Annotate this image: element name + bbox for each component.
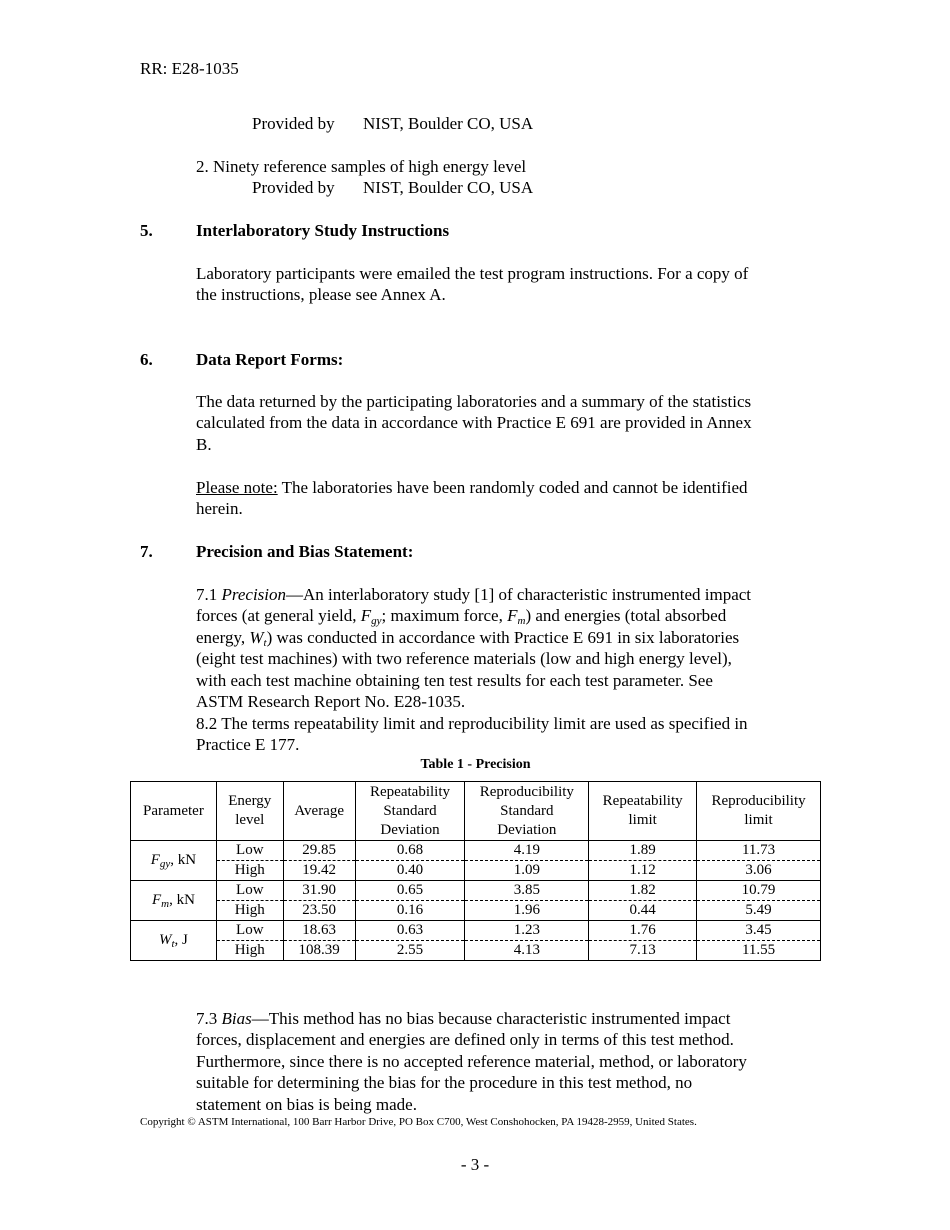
section-6-number: 6.: [140, 350, 153, 369]
table-row: [131, 921, 821, 941]
list-item-2: 2. Ninety reference samples of high energy level: [196, 157, 527, 176]
cell-repro-sd: 1.23: [465, 921, 589, 941]
p71-l3-b: ) was conducted in accordance with Practice E 691 in six laboratories: [266, 628, 740, 647]
cell-rep-lim: 7.13: [589, 941, 697, 961]
section-5-title: Interlaboratory Study Instructions: [196, 221, 450, 240]
p73-line-2: forces, displacement and energies are defined only in terms of this test method.: [196, 1030, 734, 1049]
p71-l3-a: energy,: [196, 628, 250, 647]
subscript-t: t: [263, 637, 267, 649]
header-prsd-3: Deviation: [497, 821, 557, 838]
p71-precision-term: Precision: [221, 585, 287, 604]
param-subscript: m: [161, 898, 170, 910]
symbol-F-2: F: [507, 606, 518, 625]
cell-level: High: [216, 861, 283, 881]
symbol-F: F: [360, 606, 372, 625]
cell-level: High: [216, 901, 283, 921]
cell-repro-sd: 1.09: [465, 861, 589, 881]
p73-line-5: statement on bias is being made.: [196, 1095, 417, 1114]
p73-line-1: [196, 1008, 730, 1030]
cell-level: Low: [216, 881, 283, 901]
cell-repro-sd: 3.85: [465, 881, 589, 901]
cell-repro-lim: 11.73: [697, 841, 821, 861]
precision-table: [130, 781, 821, 961]
cell-rep-sd: 0.63: [355, 921, 465, 941]
header-rsd-3: Deviation: [380, 821, 440, 838]
note-text: The laboratories have been randomly coded and cannot be identified: [277, 478, 748, 497]
header-energy-2: level: [235, 812, 265, 828]
section-5-line-2: the instructions, please see Annex A.: [196, 285, 446, 304]
section-5-line-1: Laboratory participants were emailed the test program instructions. For a copy of: [196, 264, 749, 283]
section-6-note: [196, 477, 748, 499]
p71-line-1: [196, 584, 751, 606]
cell-repro-sd: 4.19: [465, 841, 589, 861]
symbol-W: W: [249, 628, 264, 647]
section-6-note-line-2: herein.: [196, 499, 243, 518]
header-repeatability-limit: [589, 782, 697, 841]
subscript-m: m: [517, 615, 526, 627]
param-unit: , J: [174, 932, 188, 948]
param-unit: , kN: [170, 852, 197, 868]
table-row: [131, 841, 821, 861]
p73-line-1-text: —This method has no bias because characteristic instrumented impact: [251, 1009, 731, 1028]
header-energy-level: [216, 782, 283, 841]
section-7-title: Precision and Bias Statement:: [196, 542, 414, 561]
param-cell-fgy: [131, 841, 217, 881]
cell-repro-lim: 3.45: [697, 921, 821, 941]
cell-average: 19.42: [283, 861, 355, 881]
note-label: Please note:: [196, 478, 278, 497]
table-row: [131, 881, 821, 901]
header-rsd-1: Repeatability: [370, 783, 450, 800]
section-6-title: Data Report Forms:: [196, 350, 344, 369]
table-header-row: [131, 782, 821, 841]
param-symbol: F: [150, 852, 160, 868]
param-cell-fm: [131, 881, 217, 921]
cell-repro-sd: 4.13: [465, 941, 589, 961]
header-repeatability-sd: [355, 782, 465, 841]
p71-line-2: [196, 605, 726, 627]
cell-average: 23.50: [283, 901, 355, 921]
p71-l2-a: forces (at general yield,: [196, 606, 361, 625]
report-id: RR: E28-1035: [140, 59, 239, 78]
param-subscript: gy: [159, 858, 171, 870]
cell-repro-sd: 1.96: [465, 901, 589, 921]
param-cell-wt: [131, 921, 217, 961]
param-subscript: t: [171, 938, 175, 950]
cell-rep-lim: 1.89: [589, 841, 697, 861]
section-5-number: 5.: [140, 221, 153, 240]
cell-rep-lim: 1.12: [589, 861, 697, 881]
cell-rep-sd: 0.65: [355, 881, 465, 901]
provided-by-value-2: NIST, Boulder CO, USA: [363, 178, 534, 197]
header-prsd-2: Standard: [500, 802, 554, 819]
provided-by-label-1: Provided by: [252, 114, 335, 133]
p71-line-6: ASTM Research Report No. E28-1035.: [196, 692, 466, 711]
provided-by-value-1: NIST, Boulder CO, USA: [363, 114, 534, 133]
p71-l2-c: ) and energies (total absorbed: [525, 606, 727, 625]
section-6-line-2: calculated from the data in accordance with Practice E 691 are provided in Annex: [196, 413, 752, 432]
param-symbol: W: [158, 932, 172, 948]
header-rsd-2: Standard: [383, 802, 437, 819]
p71-line-4: (eight test machines) with two reference materials (low and high energy level),: [196, 649, 732, 668]
cell-repro-lim: 3.06: [697, 861, 821, 881]
p71-line-3: [196, 627, 739, 649]
section-6-line-3: B.: [196, 435, 212, 454]
header-rl-2: limit: [628, 812, 657, 828]
table-row: [131, 901, 821, 921]
cell-level: High: [216, 941, 283, 961]
param-unit: , kN: [169, 892, 195, 908]
cell-average: 29.85: [283, 841, 355, 861]
p71-prefix: 7.1: [196, 585, 222, 604]
header-rl-1: Repeatability: [602, 793, 683, 809]
table-row: [131, 861, 821, 881]
provided-by-label-2: Provided by: [252, 178, 335, 197]
p73-prefix: 7.3: [196, 1009, 222, 1028]
copyright: Copyright © ASTM International, 100 Barr Harbor Drive, PO Box C700, West Conshohocken, PA 19428-2959, United States.: [140, 1116, 697, 1128]
header-prsd-1: Reproducibility: [479, 783, 574, 800]
p71-l2-b: ; maximum force,: [381, 606, 508, 625]
p72-line-1: 8.2 The terms repeatability limit and reproducibility limit are used as specified in: [196, 714, 748, 733]
p73-line-4: suitable for determining the bias for the procedure in this test method, no: [196, 1073, 693, 1092]
p72-line-2: Practice E 177.: [196, 735, 300, 754]
p71-line-1-text: —An interlaboratory study [1] of characteristic instrumented impact: [286, 585, 752, 604]
section-6-line-1: The data returned by the participating laboratories and a summary of the statistics: [196, 392, 752, 411]
cell-average: 108.39: [283, 941, 355, 961]
cell-rep-sd: 2.55: [355, 941, 465, 961]
cell-rep-sd: 0.16: [355, 901, 465, 921]
page-number: - 3 -: [460, 1155, 490, 1174]
p73-bias-term: Bias: [221, 1009, 252, 1028]
cell-level: Low: [216, 921, 283, 941]
cell-rep-sd: 0.40: [355, 861, 465, 881]
cell-rep-lim: 1.82: [589, 881, 697, 901]
cell-rep-lim: 0.44: [589, 901, 697, 921]
p73-line-3: Furthermore, since there is no accepted reference material, method, or laboratory: [196, 1052, 747, 1071]
cell-average: 18.63: [283, 921, 355, 941]
cell-repro-lim: 10.79: [697, 881, 821, 901]
header-reproducibility-sd: [465, 782, 589, 841]
header-energy-1: Energy: [228, 793, 272, 809]
cell-level: Low: [216, 841, 283, 861]
p71-line-5: with each test machine obtaining ten test results for each test parameter. See: [196, 671, 713, 690]
header-average: Average: [283, 782, 355, 841]
subscript-gy: gy: [371, 615, 382, 627]
header-prl-2: limit: [744, 812, 773, 828]
cell-rep-lim: 1.76: [589, 921, 697, 941]
cell-repro-lim: 5.49: [697, 901, 821, 921]
cell-rep-sd: 0.68: [355, 841, 465, 861]
cell-average: 31.90: [283, 881, 355, 901]
cell-repro-lim: 11.55: [697, 941, 821, 961]
header-prl-1: Reproducibility: [711, 793, 806, 809]
header-reproducibility-limit: [697, 782, 821, 841]
table-row: [131, 941, 821, 961]
param-symbol: F: [151, 892, 162, 908]
header-parameter: Parameter: [131, 782, 217, 841]
table-caption: Table 1 - Precision: [420, 757, 531, 772]
section-7-number: 7.: [140, 542, 153, 561]
